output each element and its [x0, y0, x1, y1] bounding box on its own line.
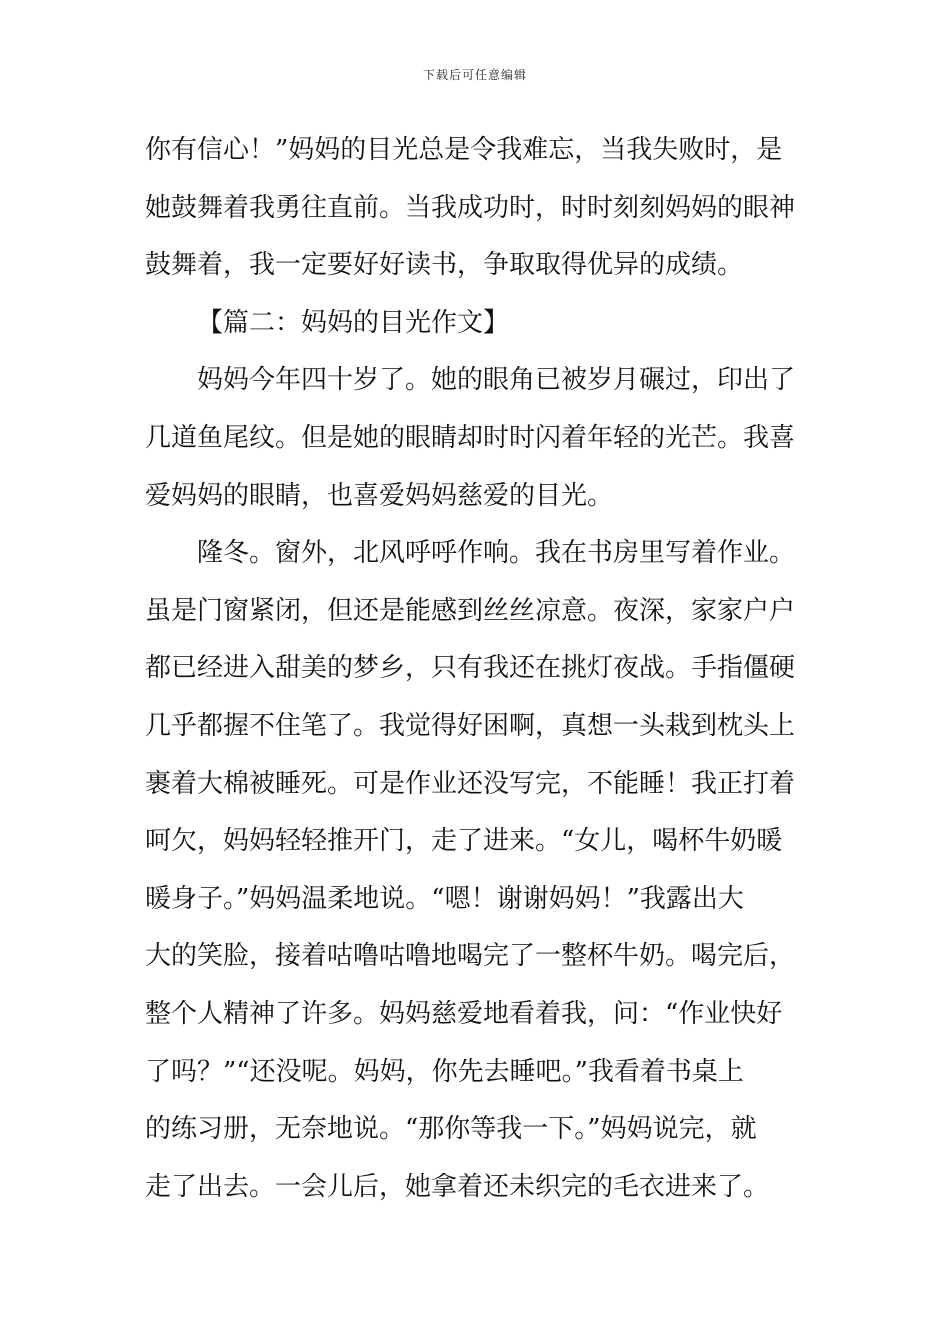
- text-line: 暖身子。”妈妈温柔地说。“嗯！谢谢妈妈！”我露出大: [145, 883, 744, 914]
- text-line: 了吗？”“还没呢。妈妈，你先去睡吧。”我看着书桌上: [145, 1056, 744, 1087]
- section-title: 【篇二：妈妈的目光作文】: [197, 307, 510, 338]
- text-line: 都已经进入甜美的梦乡，只有我还在挑灯夜战。手指僵硬: [145, 653, 796, 684]
- text-line: 呵欠，妈妈轻轻推开门，走了进来。“女儿，喝杯牛奶暖: [145, 826, 783, 857]
- text-line: 整个人精神了许多。妈妈慈爱地看着我，问：“作业快好: [145, 998, 783, 1029]
- text-line: 爱妈妈的眼睛，也喜爱妈妈慈爱的目光。: [145, 480, 614, 511]
- document-body: [145, 122, 810, 1216]
- text-line: 的练习册，无奈地说。“那你等我一下。”妈妈说完，就: [145, 1114, 757, 1145]
- text-line: 妈妈今年四十岁了。她的眼角已被岁月碾过，印出了: [197, 365, 796, 396]
- text-line: 她鼓舞着我勇往直前。当我成功时，时时刻刻妈妈的眼神: [145, 192, 796, 223]
- text-line: 鼓舞着，我一定要好好读书，争取取得优异的成绩。: [145, 250, 744, 281]
- page-header: 下载后可任意编辑: [422, 68, 527, 82]
- text-line: 走了出去。一会儿后，她拿着还未织完的毛衣进来了。: [145, 1171, 770, 1202]
- text-line: 虽是门窗紧闭，但还是能感到丝丝凉意。夜深，家家户户: [145, 595, 796, 626]
- text-line: 你有信心！”妈妈的目光总是令我难忘，当我失败时，是: [145, 135, 783, 165]
- text-line: 裹着大棉被睡死。可是作业还没写完，不能睡！我正打着: [145, 768, 796, 799]
- text-line: 大的笑脸，接着咕噜咕噜地喝完了一整杯牛奶。喝完后，: [145, 941, 796, 972]
- text-line: 几乎都握不住笔了。我觉得好困啊，真想一头栽到枕头上: [145, 710, 796, 741]
- text-line: 隆冬。窗外，北风呼呼作响。我在书房里写着作业。: [197, 538, 796, 569]
- text-line: 几道鱼尾纹。但是她的眼睛却时时闪着年轻的光芒。我喜: [145, 422, 796, 453]
